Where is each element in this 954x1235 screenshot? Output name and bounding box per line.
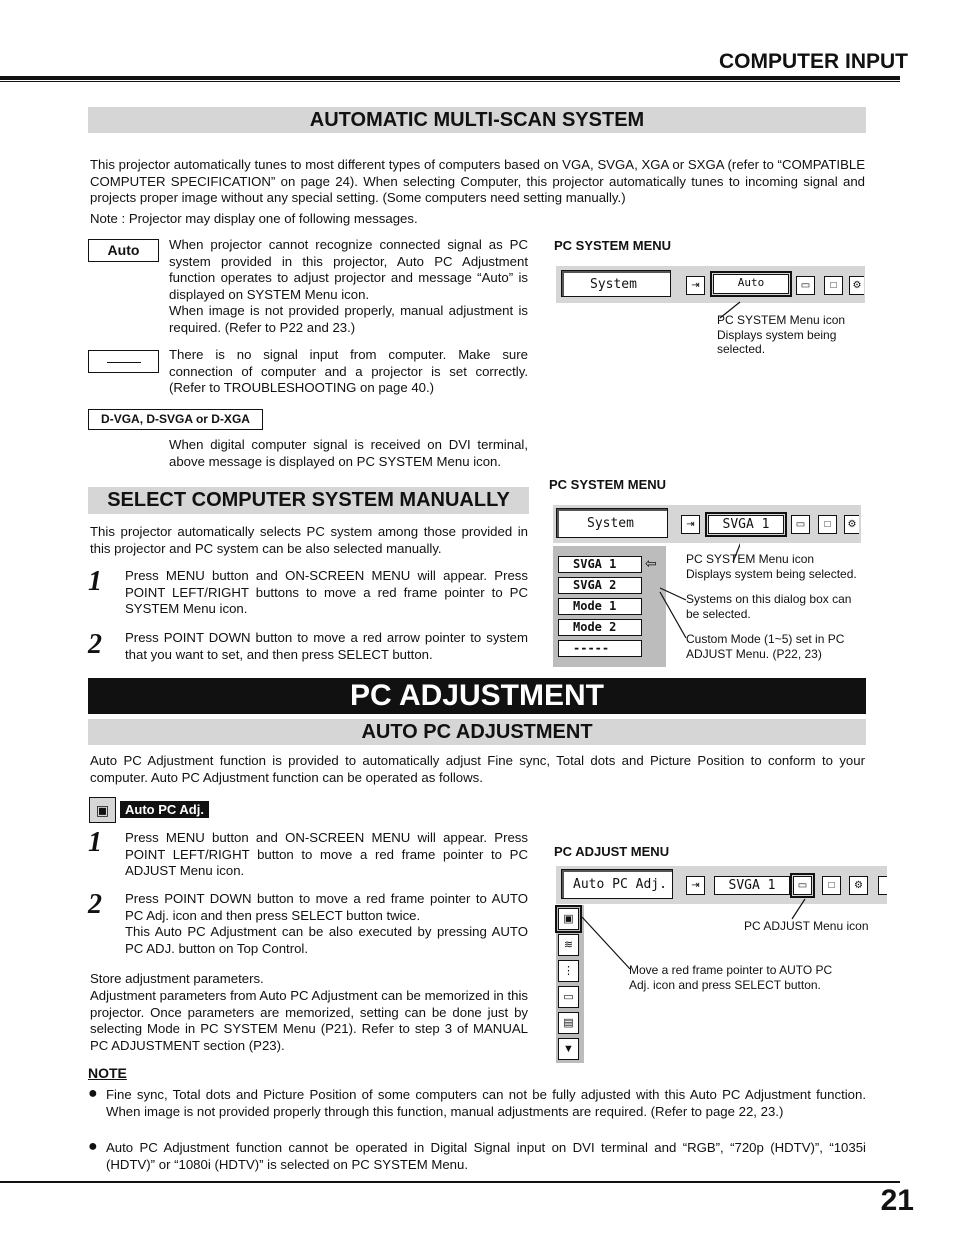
settings-icon: ⚙	[849, 876, 868, 895]
system-item[interactable]: SVGA 1	[558, 556, 642, 573]
msg-dash-label	[88, 350, 159, 373]
fine-sync-icon[interactable]: ≋	[558, 934, 579, 956]
manual-intro: This projector automatically selects PC system among those provided in this projector and PC system can be also selected manually.	[90, 524, 528, 556]
note-bullet-2: Auto PC Adjustment function cannot be operated in Digital Signal input on DVI terminal and “RGB”, “720p (HDTV)”, “1035i (HDTV)” or “1080i (HDTV)” is selected on PC SYSTEM Menu.	[106, 1140, 866, 1172]
pcadj-step2-number: 2	[88, 889, 102, 920]
total-dots-icon[interactable]: ⋮	[558, 960, 579, 982]
more-icon	[878, 876, 887, 895]
settings-icon: ⚙	[849, 276, 864, 295]
menu2-callout-2: Systems on this dialog box can be selected.	[686, 592, 852, 621]
msg-auto-label: Auto	[88, 239, 159, 262]
input-icon: ⇥	[686, 276, 705, 295]
menu3-value-box: SVGA 1	[714, 876, 790, 895]
msg-dash-text: There is no signal input from computer. Make sure connection of computer and a projector is set correctly. (Refer to TROUBLESHOOTING on page 40.)	[169, 347, 528, 395]
msg-dvga-text: When digital computer signal is received on DVI terminal, above message is displayed on PC SYSTEM Menu icon.	[169, 437, 528, 469]
auto-pc-adj-icon[interactable]: ▣	[558, 908, 579, 930]
menu2-title: PC SYSTEM MENU	[549, 477, 667, 492]
system-item[interactable]: Mode 2	[558, 619, 642, 636]
menu2-value-box: SVGA 1	[708, 515, 784, 534]
menu3-callout-1: PC ADJUST Menu icon	[744, 919, 869, 933]
note-bullet-icon: ●	[88, 1085, 98, 1102]
menu3-title: PC ADJUST MENU	[554, 844, 670, 859]
pcadj-step1-number: 1	[88, 827, 102, 858]
scroll-down-icon[interactable]: ▼	[558, 1038, 579, 1060]
manual-heading: SELECT COMPUTER SYSTEM MANUALLY	[88, 487, 529, 514]
menu2-label-box: System	[556, 508, 668, 538]
menu3-label-box: Auto PC Adj.	[561, 869, 673, 899]
store-icon[interactable]: ▤	[558, 1012, 579, 1034]
pcadj-intro: Auto PC Adjustment function is provided to automatically adjust Fine sync, Total dots and Picture Position to conform to your computer. Auto PC Adjustment function can be operated as follows.	[90, 753, 865, 785]
menu3-callout-2: Move a red frame pointer to AUTO PC Adj. icon and press SELECT button.	[629, 963, 833, 992]
header-rule	[0, 76, 900, 80]
multiscan-intro: This projector automatically tunes to most different types of computers based on VGA, SVGA, XGA or SXGA (refer to “COMPATIBLE COMPUTER SPECIFICATION” on page 24). When selecting Computer, this projector automatically tunes to incoming signal and projects proper image without any special setting. (Some computers need setting manually.)	[90, 157, 865, 205]
pc-adjust-icon: ▭	[796, 276, 815, 295]
header-rule-thin	[0, 81, 900, 82]
note-bullet-1: Fine sync, Total dots and Picture Position of some computers can not be fully adjusted with this Auto PC Adjustment function. When image is not provided properly through this function, manual adjustments are required. (Refer to page 22, 23.)	[106, 1087, 866, 1119]
menu1-label-box: System	[561, 270, 671, 297]
position-icon[interactable]: ▭	[558, 986, 579, 1008]
menu1-callout: PC SYSTEM Menu icon Displays system being selected.	[717, 313, 846, 356]
pc-adjust-icon: ▭	[793, 876, 812, 895]
note-bullet-icon: ●	[88, 1138, 98, 1155]
input-icon: ⇥	[686, 876, 705, 895]
manual-step1-number: 1	[88, 566, 102, 597]
settings-icon: ⚙	[844, 515, 859, 534]
system-item[interactable]: Mode 1	[558, 598, 642, 615]
msg-auto-text: When projector cannot recognize connected signal as PC system provided in this projector, Auto PC Adjustment function operates to adjust projector and message “Auto” is displayed on SYSTEM Menu icon. When image is not provided properly, manual adjustment is required. (Refer to P22 and 23.)	[169, 237, 528, 335]
msg-dvga-label: D-VGA, D-SVGA or D-XGA	[88, 409, 263, 430]
system-item[interactable]: -----	[558, 640, 642, 657]
pointer-arrow-icon: ⇦	[645, 555, 657, 571]
auto-pc-adjustment-heading: AUTO PC ADJUSTMENT	[88, 719, 866, 745]
menu1-title: PC SYSTEM MENU	[554, 238, 672, 253]
page-number: 21	[880, 1184, 914, 1217]
store-text: Adjustment parameters from Auto PC Adjustment can be memorized in this projector. Once parameters are memorized, setting can be done just by selecting Mode in PC SYSTEM Menu (P21). Refer to step 3 of MANUAL PC ADJUSTMENT section (P23).	[90, 988, 528, 1053]
footer-rule	[0, 1181, 900, 1183]
input-icon: ⇥	[681, 515, 700, 534]
image-icon: □	[824, 276, 843, 295]
menu2-callout-lines	[640, 520, 740, 645]
section-title: COMPUTER INPUT	[719, 50, 908, 73]
menu1-value-box: Auto	[713, 274, 789, 294]
note-title: NOTE	[88, 1065, 127, 1081]
image-icon: □	[818, 515, 837, 534]
pc-adjustment-heading: PC ADJUSTMENT	[88, 678, 866, 714]
auto-pc-adj-icon: ▣	[89, 797, 116, 823]
pcadj-step1: Press MENU button and ON-SCREEN MENU will appear. Press POINT LEFT/RIGHT button to move a red frame pointer to PC ADJUST Menu icon.	[125, 830, 528, 878]
multiscan-heading: AUTOMATIC MULTI-SCAN SYSTEM	[88, 107, 866, 133]
pcadj-step2: Press POINT DOWN button to move a red frame pointer to AUTO PC Adj. icon and then press SELECT button twice. This Auto PC Adjustment can be also executed by pressing AUTO PC ADJ. button on Top Control.	[125, 891, 528, 956]
menu2-callout-3: Custom Mode (1~5) set in PC ADJUST Menu. (P22, 23)	[686, 632, 845, 661]
auto-pc-adj-tag: Auto PC Adj.	[120, 801, 209, 818]
menu2-callout-1: PC SYSTEM Menu icon Displays system being selected.	[686, 552, 857, 581]
menu1-bar	[556, 266, 865, 303]
image-icon: □	[822, 876, 841, 895]
manual-step1: Press MENU button and ON-SCREEN MENU will appear. Press POINT LEFT/RIGHT buttons to move a red frame pointer to PC SYSTEM Menu icon.	[125, 568, 528, 616]
store-title: Store adjustment parameters.	[90, 971, 264, 986]
system-item[interactable]: SVGA 2	[558, 577, 642, 594]
pc-adjust-icon: ▭	[791, 515, 810, 534]
manual-step2-number: 2	[88, 629, 102, 660]
multiscan-note: Note : Projector may display one of following messages.	[90, 211, 418, 226]
manual-step2: Press POINT DOWN button to move a red arrow pointer to system that you want to set, and then press SELECT button.	[125, 630, 528, 662]
